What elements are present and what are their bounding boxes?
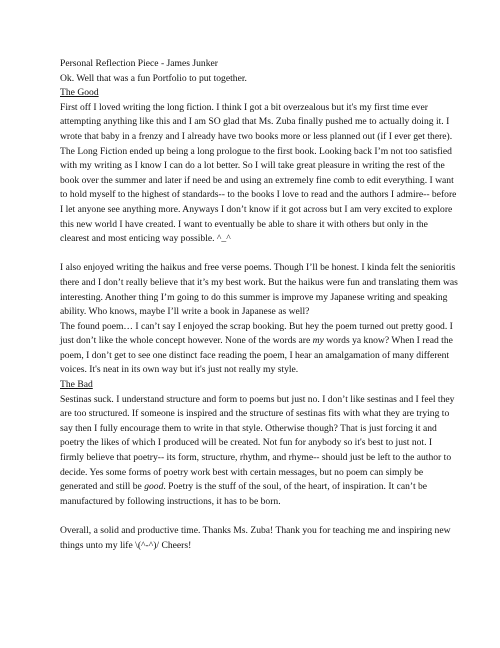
sestinas-text-start: Sestinas suck. I understand structure and form to poems but just no. I don’t like sestinas and I feel they are too structured. If someone is inspired and the structure of sestinas fits with what they are trying to say then I fully encourage them to write in that style. Otherwise though? That is just forcing it and poetry the likes of which I produced will be created. Not fun for anybody so it's best to just not. I firmly believe that poetry-- its form, structure, rhythm, and rhyme-- should just be left to the author to decide. Yes some forms of poetry work best with certain messages, but no poem can simply be generated and still be: [60, 393, 455, 493]
section-heading-good: The Good: [60, 87, 99, 99]
found-poem-emphasis: my: [312, 335, 324, 347]
section-the-bad: [60, 378, 458, 509]
intro-paragraph: Ok. Well that was a fun Portfolio to put together.: [60, 72, 247, 84]
good-paragraph-found-poem: [60, 320, 458, 378]
sestinas-text-end: . Poetry is the stuff of the soul, of the heart, of inspiration. It can’t be manufactured by following instructions, it has to be born.: [60, 481, 428, 507]
document-page: [60, 57, 458, 553]
good-paragraph-haikus: I also enjoyed writing the haikus and free verse poems. Though I’ll be honest. I kinda felt the senioritis there and I don’t really believe that it’s my best work. But the haikus were fun and translating them was interesting. Another thing I’m going to do this summer is improve my Japanese writing and speaking ability. Who knows, maybe I’ll write a book in Japanese as well?: [60, 262, 458, 318]
found-poem-text-start: The found poem… I can’t say I enjoyed the scrap booking. But hey the poem turned out pretty good. I just don’t like the whole concept however. None of the words are: [60, 320, 453, 347]
found-poem-text-end: words ya know? When I read the poem, I don’t get to see one distinct face reading the poem, I hear an amalgamation of many different voices. It's neat in its own way but it's just not really my style.: [60, 335, 453, 376]
sestinas-emphasis: good: [144, 481, 164, 493]
good-paragraph-long-fiction: First off I loved writing the long fiction. I think I got a bit overzealous but it's my first time ever attempting anything like this and I am SO glad that Ms. Zuba finally pushed me to actually doing it. I wrote that baby in a frenzy and I already have two books more or less planned out (if I ever get there). The Long Fiction ended up being a long prologue to the first book. Looking back I’m not too satisfied with my writing as I know I can do a lot better. So I will take great pleasure in writing the rest of the book over the summer and later if need be and using an extremely fine comb to edit everything. I want to hold myself to the highest of standards-- to the books I love to read and the authors I admire-- before I let anyone see anything more. Anyways I don’t know if it got across but I am very excited to explore this new world I have created. I want to eventually be able to share it with others but only in the clearest and most enticing way possible. ^_^: [60, 101, 457, 245]
section-the-good: [60, 86, 458, 247]
document-title: Personal Reflection Piece - James Junker: [60, 58, 218, 69]
bad-paragraph-sestinas: [60, 393, 458, 510]
closing-paragraph: Overall, a solid and productive time. Thanks Ms. Zuba! Thank you for teaching me and inspiring new things unto my life \(^-^)/ Cheers!: [60, 525, 451, 551]
section-heading-bad: The Bad: [60, 379, 93, 391]
